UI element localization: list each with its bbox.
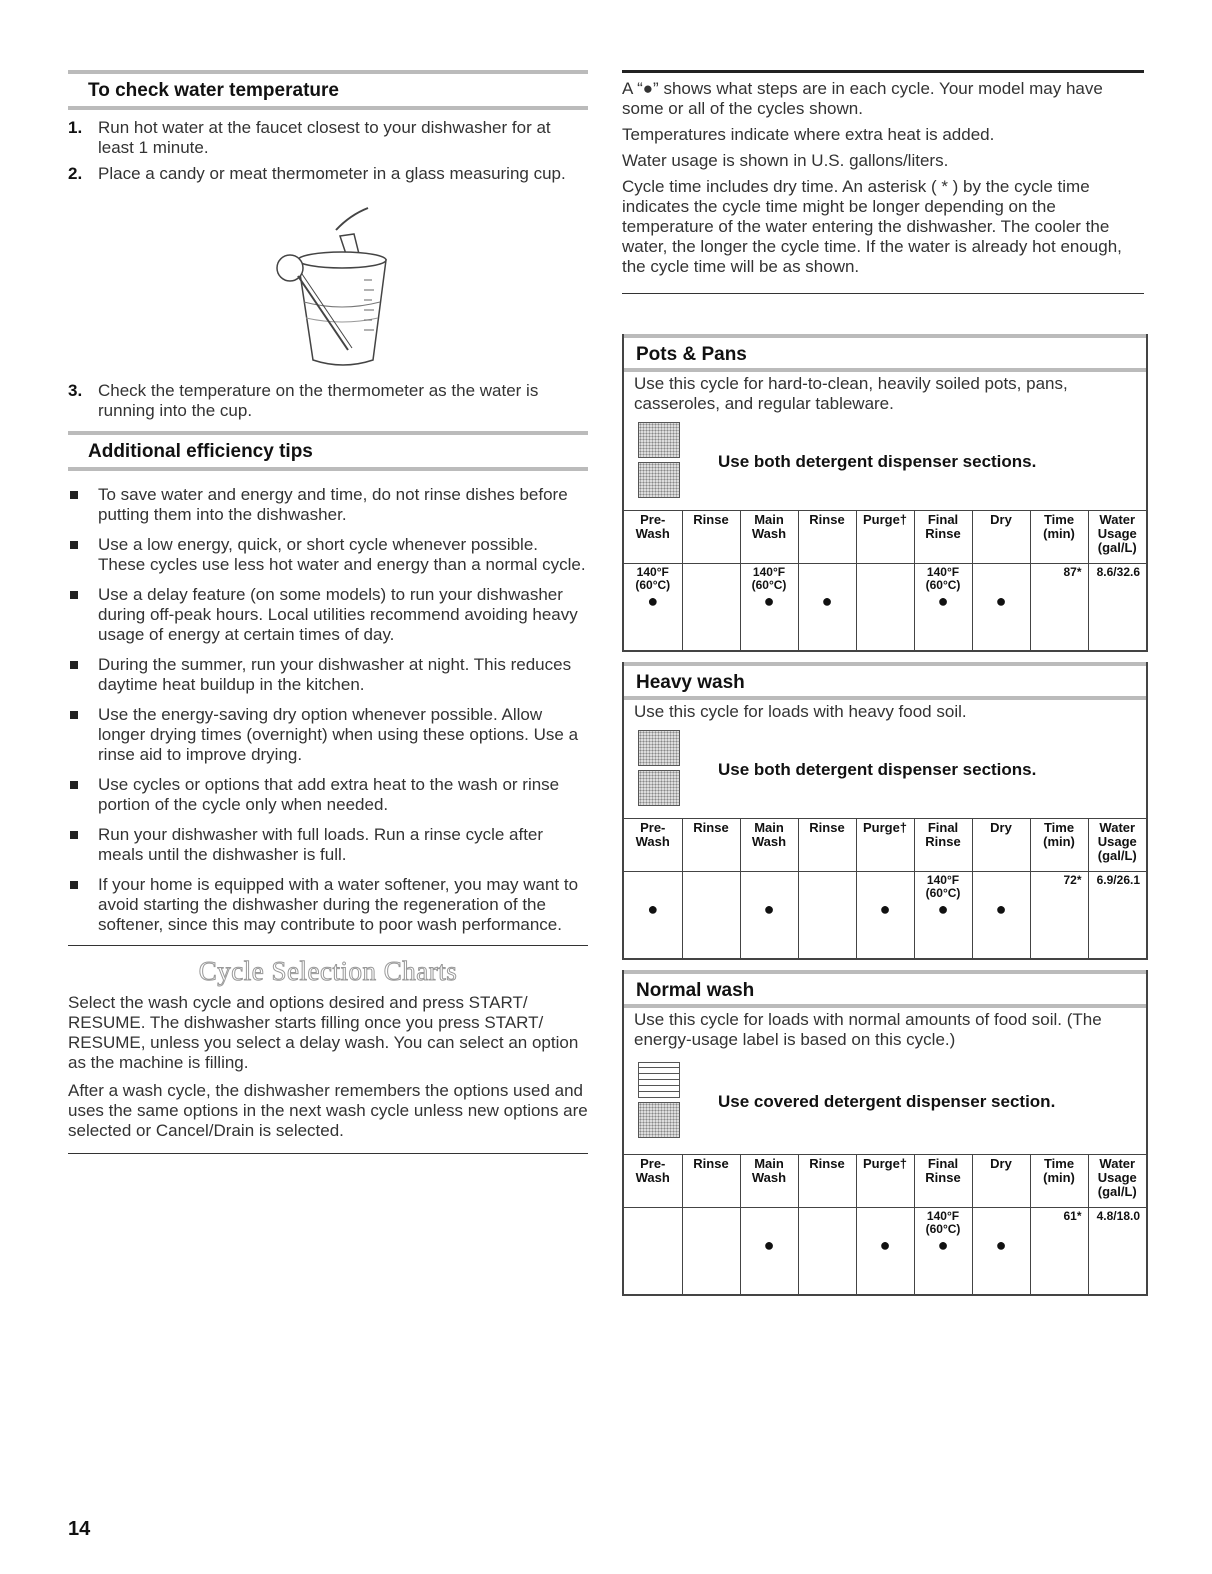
header-cell: Rinse xyxy=(798,1155,856,1208)
section-divider xyxy=(68,1153,588,1154)
thermometer-cup-illustration xyxy=(68,190,588,375)
step-dot: ● xyxy=(937,1235,949,1255)
value-cell xyxy=(740,1208,798,1295)
header-cell: Final Rinse xyxy=(914,511,972,564)
efficiency-tips-heading: Additional efficiency tips xyxy=(68,431,588,471)
header-cell: Time (min) xyxy=(1030,511,1088,564)
value-cell xyxy=(682,1208,740,1295)
header-cell: Main Wash xyxy=(740,1155,798,1208)
header-cell: Rinse xyxy=(682,819,740,872)
header-cell: Time (min) xyxy=(1030,1155,1088,1208)
tip-item: If your home is equipped with a water softener, you may want to avoid starting the dishwasher during the regeneration of the softener, since this may contribute to poor wash performance. xyxy=(68,875,588,935)
cycle-table-header xyxy=(624,1155,1146,1208)
intro-paragraph: Cycle time includes dry time. An asterisk ( * ) by the cycle time indicates the cycle time might be longer depending on the temperature of the water entering the dishwasher. The cooler the water, the longer the cycle time. If the water is already hot enough, the cycle time will be as shown. xyxy=(622,177,1122,276)
intro-paragraph: Water usage is shown in U.S. gallons/liters. xyxy=(622,151,949,170)
step-dot: ● xyxy=(821,591,833,611)
cycle-description: Use this cycle for hard-to-clean, heavily soiled pots, pans, casseroles, and regular tableware. xyxy=(634,374,1068,413)
detergent-dispenser-icon xyxy=(638,422,678,502)
step-dot: ● xyxy=(937,591,949,611)
value-cell xyxy=(972,872,1030,959)
detergent-row xyxy=(624,414,1146,510)
header-cell: Purge† xyxy=(856,819,914,872)
value-cell xyxy=(624,564,682,651)
cycle-time: 72* xyxy=(1030,872,1088,959)
header-cell: Pre- Wash xyxy=(624,819,682,872)
header-cell: Dry xyxy=(972,819,1030,872)
covered-dispenser-icon xyxy=(638,1062,678,1142)
detergent-instruction: Use covered detergent dispenser section. xyxy=(718,1092,1056,1111)
value-cell xyxy=(682,564,740,651)
detergent-row xyxy=(624,722,1146,818)
temp-label: 140°F (60°C) xyxy=(925,1209,961,1236)
detergent-instruction: Use both detergent dispenser sections. xyxy=(718,760,1037,779)
temp-label: 140°F (60°C) xyxy=(635,565,671,592)
check-temperature-steps xyxy=(68,118,588,184)
cycle-selection-title: Cycle Selection Charts xyxy=(198,956,458,986)
tip-item: Use the energy-saving dry option whenever possible. Allow longer drying times (overnight) when using these options. Use a rinse aid to improve drying. xyxy=(68,705,588,765)
temp-label: 140°F (60°C) xyxy=(925,565,961,592)
value-cell xyxy=(972,1208,1030,1295)
section-divider xyxy=(622,293,1144,294)
top-rule xyxy=(622,70,1144,73)
step-dot: ● xyxy=(937,899,949,919)
step-text: Place a candy or meat thermometer in a glass measuring cup. xyxy=(98,164,566,183)
value-cell xyxy=(798,872,856,959)
step-number: 3. xyxy=(68,381,83,400)
water-usage: 8.6/32.6 xyxy=(1088,564,1146,651)
tip-item: To save water and energy and time, do not rinse dishes before putting them into the dishwasher. xyxy=(68,485,588,525)
header-cell: Rinse xyxy=(682,1155,740,1208)
value-cell xyxy=(624,1208,682,1295)
header-cell: Rinse xyxy=(798,511,856,564)
right-column-intro xyxy=(622,70,1144,294)
step-item xyxy=(68,118,588,158)
water-usage: 4.8/18.0 xyxy=(1088,1208,1146,1295)
page-number: 14 xyxy=(68,1518,91,1540)
step-dot: ● xyxy=(995,899,1007,919)
detergent-instruction: Use both detergent dispenser sections. xyxy=(718,452,1037,471)
detergent-row xyxy=(624,1050,1146,1154)
step-number: 1. xyxy=(68,118,83,137)
header-cell: Water Usage (gal/L) xyxy=(1088,511,1146,564)
check-temperature-heading: To check water temperature xyxy=(68,70,588,110)
cycle-name: Normal wash xyxy=(624,970,1146,1008)
step-dot: ● xyxy=(995,1235,1007,1255)
cycle-table-values xyxy=(624,872,1146,959)
value-cell xyxy=(798,564,856,651)
cycle-box-normal-wash xyxy=(622,970,1148,1296)
value-cell xyxy=(856,872,914,959)
cycle-selection-paragraph: After a wash cycle, the dishwasher remembers the options used and uses the same options in the next wash cycle unless new options are selected or Cancel/Drain is selected. xyxy=(68,1081,588,1140)
step-dot: ● xyxy=(763,899,775,919)
intro-paragraph: A “●” shows what steps are in each cycle. Your model may have some or all of the cycles shown. xyxy=(622,79,1103,118)
value-cell xyxy=(914,1208,972,1295)
step-dot: ● xyxy=(647,591,659,611)
cycle-box-pots-pans xyxy=(622,334,1148,652)
header-cell: Pre- Wash xyxy=(624,1155,682,1208)
value-cell xyxy=(740,564,798,651)
cycle-table-header xyxy=(624,511,1146,564)
section-divider xyxy=(68,945,588,946)
header-cell: Water Usage (gal/L) xyxy=(1088,819,1146,872)
cycle-table xyxy=(624,818,1146,958)
cycle-time: 87* xyxy=(1030,564,1088,651)
header-cell: Dry xyxy=(972,511,1030,564)
header-cell: Main Wash xyxy=(740,819,798,872)
header-cell: Rinse xyxy=(682,511,740,564)
cycle-name: Heavy wash xyxy=(624,662,1146,700)
tip-item: During the summer, run your dishwasher at night. This reduces daytime heat buildup in the kitchen. xyxy=(68,655,588,695)
cycle-description: Use this cycle for loads with normal amounts of food soil. (The energy-usage label is based on this cycle.) xyxy=(634,1010,1102,1049)
value-cell xyxy=(798,1208,856,1295)
tip-item: Use a delay feature (on some models) to run your dishwasher during off-peak hours. Local utilities recommend avoiding heavy usage of energy at certain times of day. xyxy=(68,585,588,645)
header-cell: Time (min) xyxy=(1030,819,1088,872)
left-column xyxy=(68,70,588,1154)
step-dot: ● xyxy=(995,591,1007,611)
header-cell: Purge† xyxy=(856,1155,914,1208)
tip-item: Use cycles or options that add extra heat to the wash or rinse portion of the cycle only when needed. xyxy=(68,775,588,815)
tip-item: Run your dishwasher with full loads. Run a rinse cycle after meals until the dishwasher is full. xyxy=(68,825,588,865)
cycle-table-header xyxy=(624,819,1146,872)
header-cell: Pre- Wash xyxy=(624,511,682,564)
header-cell: Dry xyxy=(972,1155,1030,1208)
step-dot: ● xyxy=(879,1235,891,1255)
cycle-name: Pots & Pans xyxy=(624,334,1146,372)
step-item xyxy=(68,381,588,421)
step-text: Run hot water at the faucet closest to your dishwasher for at least 1 minute. xyxy=(98,118,551,157)
step-dot: ● xyxy=(763,1235,775,1255)
temp-label: 140°F (60°C) xyxy=(751,565,787,592)
header-cell: Final Rinse xyxy=(914,1155,972,1208)
cycle-table xyxy=(624,1154,1146,1294)
header-cell: Purge† xyxy=(856,511,914,564)
header-cell: Rinse xyxy=(798,819,856,872)
value-cell xyxy=(914,564,972,651)
value-cell xyxy=(856,564,914,651)
step-item xyxy=(68,164,588,184)
tip-item: Use a low energy, quick, or short cycle whenever possible. These cycles use less hot water and energy than a normal cycle. xyxy=(68,535,588,575)
header-cell: Main Wash xyxy=(740,511,798,564)
detergent-dispenser-icon xyxy=(638,730,678,810)
cycle-table-values xyxy=(624,564,1146,651)
cycle-selection-paragraph: Select the wash cycle and options desired and press START/ RESUME. The dishwasher starts filling once you press START/ RESUME, unless you select a delay wash. You can select an option as the machine is filling. xyxy=(68,993,579,1072)
cycle-table-values xyxy=(624,1208,1146,1295)
check-temperature-steps-cont xyxy=(68,381,588,421)
temp-label: 140°F (60°C) xyxy=(925,873,961,900)
header-cell: Water Usage (gal/L) xyxy=(1088,1155,1146,1208)
value-cell xyxy=(740,872,798,959)
step-number: 2. xyxy=(68,164,83,183)
cycle-box-heavy-wash xyxy=(622,662,1148,960)
step-text: Check the temperature on the thermometer as the water is running into the cup. xyxy=(98,381,539,420)
water-usage: 6.9/26.1 xyxy=(1088,872,1146,959)
intro-paragraph: Temperatures indicate where extra heat is added. xyxy=(622,125,995,144)
step-dot: ● xyxy=(763,591,775,611)
value-cell xyxy=(972,564,1030,651)
cycle-time: 61* xyxy=(1030,1208,1088,1295)
value-cell xyxy=(624,872,682,959)
cycle-description: Use this cycle for loads with heavy food soil. xyxy=(634,702,967,721)
efficiency-tips-list xyxy=(68,485,588,935)
cycle-table xyxy=(624,510,1146,650)
header-cell: Final Rinse xyxy=(914,819,972,872)
value-cell xyxy=(682,872,740,959)
step-dot: ● xyxy=(879,899,891,919)
value-cell xyxy=(856,1208,914,1295)
value-cell xyxy=(914,872,972,959)
step-dot: ● xyxy=(647,899,659,919)
